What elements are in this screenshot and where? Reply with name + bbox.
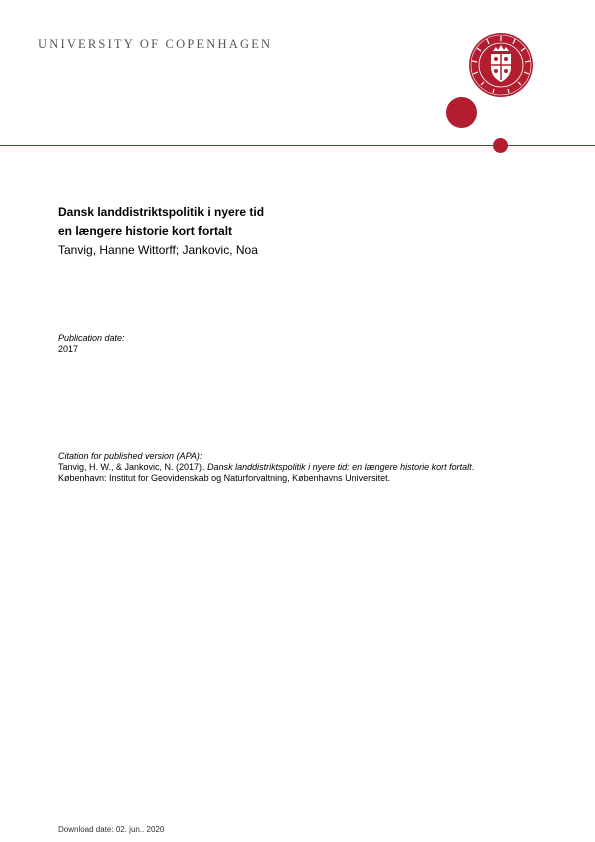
citation-line-2: København: Institut for Geovidenskab og Naturforvaltning, Københavns Universitet. xyxy=(58,473,391,483)
citation-line-1 xyxy=(58,462,558,473)
citation-title: Dansk landdistriktspolitik i nyere tid: en længere historie kort fortalt xyxy=(207,462,472,472)
citation-prefix: Tanvig, H. W., & Jankovic, N. (2017). xyxy=(58,462,208,472)
title-line-1: Dansk landdistriktspolitik i nyere tid xyxy=(58,205,265,219)
citation-label: Citation for published version (APA): xyxy=(58,451,203,461)
university-name: UNIVERSITY OF COPENHAGEN xyxy=(38,37,273,51)
title-line-2: en længere historie kort fortalt xyxy=(58,224,233,238)
decorative-circle-small xyxy=(493,138,508,153)
citation-suffix: . xyxy=(471,462,475,472)
university-seal-icon xyxy=(469,33,533,97)
publication-date-block xyxy=(58,333,125,355)
publication-date-value: 2017 xyxy=(58,344,79,354)
publication-date-label: Publication date: xyxy=(58,333,125,343)
download-date: Download date: 02. jun.. 2020 xyxy=(58,825,165,834)
document-title xyxy=(58,203,264,241)
document-authors: Tanvig, Hanne Wittorff; Jankovic, Noa xyxy=(58,243,258,257)
decorative-circle-large xyxy=(446,97,477,128)
citation-block xyxy=(58,451,558,484)
